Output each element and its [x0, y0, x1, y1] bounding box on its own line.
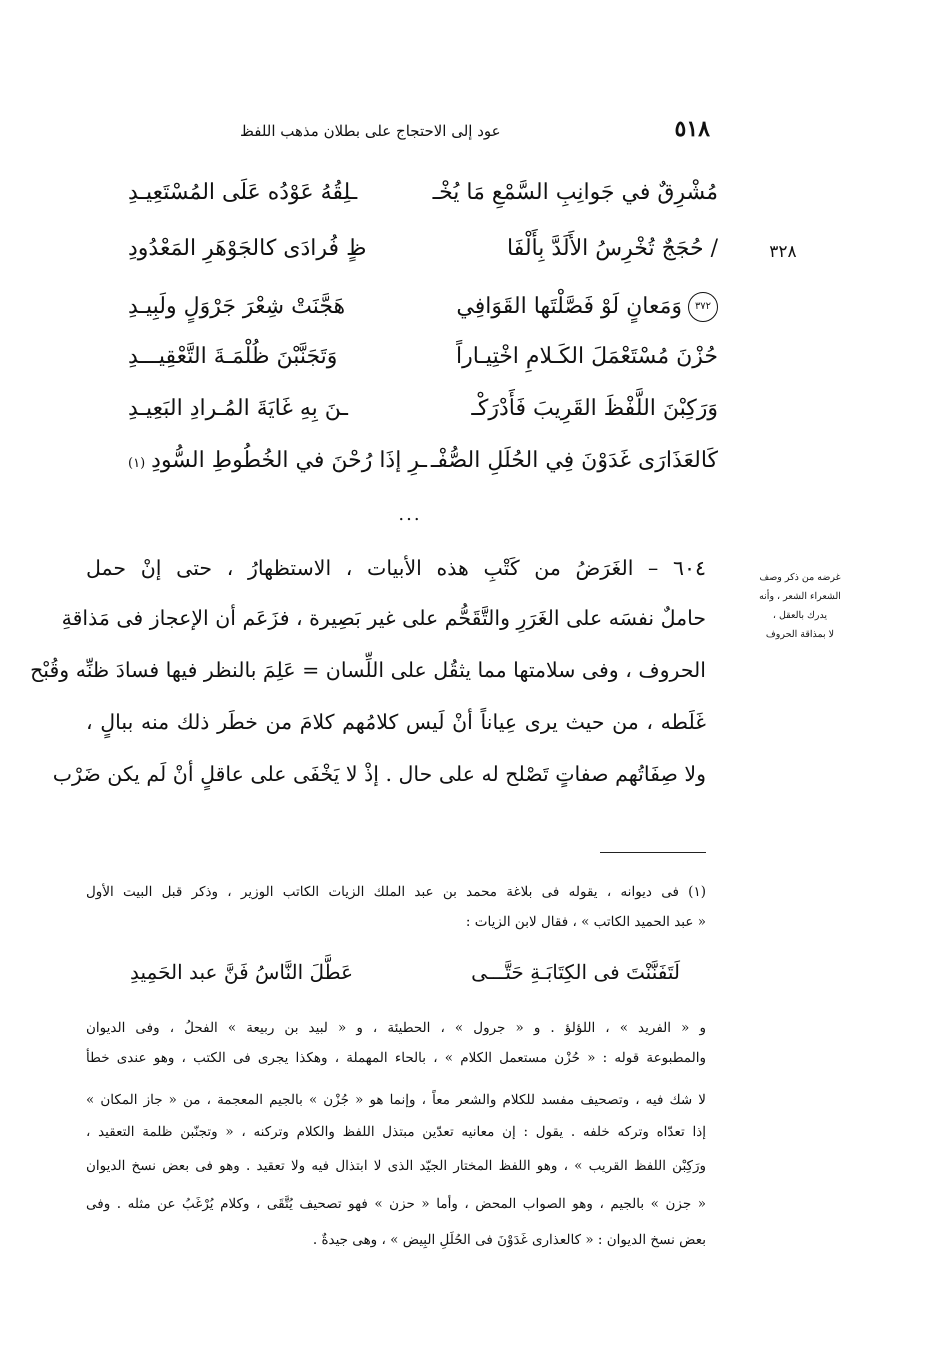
- paragraph-line: ولا صِفَاتُهم صفاتٍ تَصْلح له على حال . إذْ لا يَخْفَى على عاقلٍ أنْ لَم يكن ضَرْب: [52, 762, 706, 786]
- hemistich-text: ـرِ إذَا رُحْنَ في الخُطُوطِ السُّودِ: [151, 448, 427, 473]
- footnote-verse: [130, 960, 680, 996]
- paragraph-line: غَلَطه ، من حيث يرى عِياناً أنْ لَيس كلامُهم كلامَ من خطَر ذلك منه ببالٍ ،: [86, 710, 706, 734]
- hemistich-second: وَتَجَنَّبْنَ ظُلْمَـةَ التَّعْقِيـــدِ: [128, 344, 338, 369]
- hemistich-first: وَرَكِبْنَ اللَّفْظَ القَرِيبَ فَأَدْرَكْـ: [471, 396, 718, 421]
- margin-marker-circle: ٣٧٢: [688, 292, 718, 322]
- hemistich-second: هَجَّنَتْ شِعْرَ جَرْوَلٍ ولَبِيـدِ: [128, 294, 346, 319]
- poem-line: [128, 448, 718, 494]
- hemistich-first: حُزْنَ مُسْتَعْمَلَ الكَـلامِ اخْتِيـاراً: [456, 344, 718, 369]
- footnote-reference: (١): [128, 456, 146, 471]
- hemistich-second: عَطَّلَ النَّاسُ فَنَّ عبد الحَمِيدِ: [130, 960, 354, 984]
- hemistich-first: [456, 292, 718, 322]
- verse-number: ٣٢٨: [769, 242, 797, 262]
- footnote-line: إذا تعدّاه وتركه خلفه . يقول : إن معانيه تعدّين مبتذل اللفظ والكلام وتركنه ، « وتجنّبن ظلمة التعقيد ،: [86, 1124, 706, 1140]
- poem-line: [128, 396, 718, 442]
- running-title: عود إلى الاحتجاج على بطلان مذهب اللفظ: [240, 122, 501, 140]
- hemistich-text: وَمَعانٍ لَوْ فَصَّلْتَها القَوَافِي: [456, 294, 682, 319]
- footnote-line: و « الفريد » ، اللؤلؤ . و « جرول » ، الحطيئة ، و « لبيد بن ربيعة » الفحلُ ، وفى الديوان: [86, 1020, 706, 1036]
- poem-line: [128, 344, 718, 390]
- paragraph-line: الحروف ، وفى سلامتها مما يثقُل على اللِّسان = عَلِمَ بالنظر فيها فسادَ ظنِّه وقُبْح: [30, 658, 706, 682]
- footnote-line: ورَكِبْن اللفظ القريب » ، وهو اللفظ المختار الجيّد الذى لا ابتذال فيه ولا تعقيد . وهو فى بعض نسخ الديوان: [86, 1158, 706, 1174]
- margin-note-line: لا بمذاقة الحروف: [765, 629, 835, 640]
- hemistich-second: ـلِقُهُ عَوْدُه عَلَى المُسْتَعِيـدِ: [128, 180, 358, 205]
- section-separator: ...: [398, 504, 422, 525]
- hemistich-first: كَالعَذَارَى غَدَوْنَ فِي الحُلَلِ الصُّفْـ: [430, 448, 718, 473]
- poem-line: [128, 180, 718, 226]
- footnote-line: بعض نسخ الديوان : « كالعذارى غَدَوْنَ فى الحُلَلِ البِيض » ، وهى جيدةٌ .: [312, 1232, 706, 1248]
- hemistich-first: مُشْرِقٌ في جَوانِبِ السَّمْعِ مَا يُخْـ: [432, 180, 718, 205]
- margin-note: [752, 568, 848, 644]
- hemistich-first: لَتَفَنَّنْتَ فى الكِتَابَـةِ حَتَّـــى: [471, 960, 680, 984]
- footnote-separator: [600, 852, 706, 853]
- hemistich-second: ظٍ فُرادَى كالجَوْهَرِ المَعْدُودِ: [128, 236, 367, 261]
- hemistich-second: [128, 448, 427, 473]
- footnote-line: والمطبوعة قوله : « حُزْن مستعمل الكلام » ، بالحاء المهملة ، وهكذا يجرى فى الكتب ، وهو عندى خطأ: [86, 1050, 706, 1066]
- page-number: ٥١٨: [674, 116, 710, 142]
- footnote-line: (١) فى ديوانه ، يقوله فى بلاغة محمد بن عبد الملك الزيات الكاتب الوزير ، وذكر قبل البيت الأول: [86, 884, 706, 900]
- hemistich-first: / حُجَجٌ تُخْرِسُ الأَلَدَّ بِأَلْفَا: [507, 236, 718, 261]
- margin-note-line: الشعراء الشعر ، وأنه: [759, 591, 841, 602]
- margin-note-line: يدرك بالعقل ،: [772, 610, 828, 621]
- footnote-line: لا شك فيه ، وتصحيف مفسد للكلام والشعر معاً ، وإنما هو « جُزْن » بالجيم المعجمة ، من « جاز المكان »: [86, 1092, 706, 1108]
- page-header: [240, 116, 710, 146]
- paragraph-line: حاملٌ نفسَه على الغَرَرِ والتَّقَحُّم على غير بَصِيرة ، فزَعَم أن الإعجاز فى مَذاقةِ: [61, 606, 706, 630]
- hemistich-second: ـنَ بِهِ غَايَةَ المُـرادِ البَعِيـدِ: [128, 396, 348, 421]
- margin-note-line: غرضه من ذكر وصف: [759, 572, 841, 583]
- poem-line: [128, 236, 718, 282]
- footnote-line: « جزن » بالجيم ، وهو الصواب المحض ، وأما « حزن » فهو تصحيف يُتَّقَى ، وكلام يُرْغَبُ عن مثله . وفى: [86, 1196, 706, 1212]
- footnote-line: « عبد الحميد الكاتب » ، فقال لابن الزيات :: [465, 914, 706, 930]
- poem-line: [128, 292, 718, 338]
- paragraph-line: ٦٠٤ – الغَرَضُ من كَتْبِ هذه الأبيات ، الاستظهارُ ، حتى إنْ حمل: [86, 556, 706, 580]
